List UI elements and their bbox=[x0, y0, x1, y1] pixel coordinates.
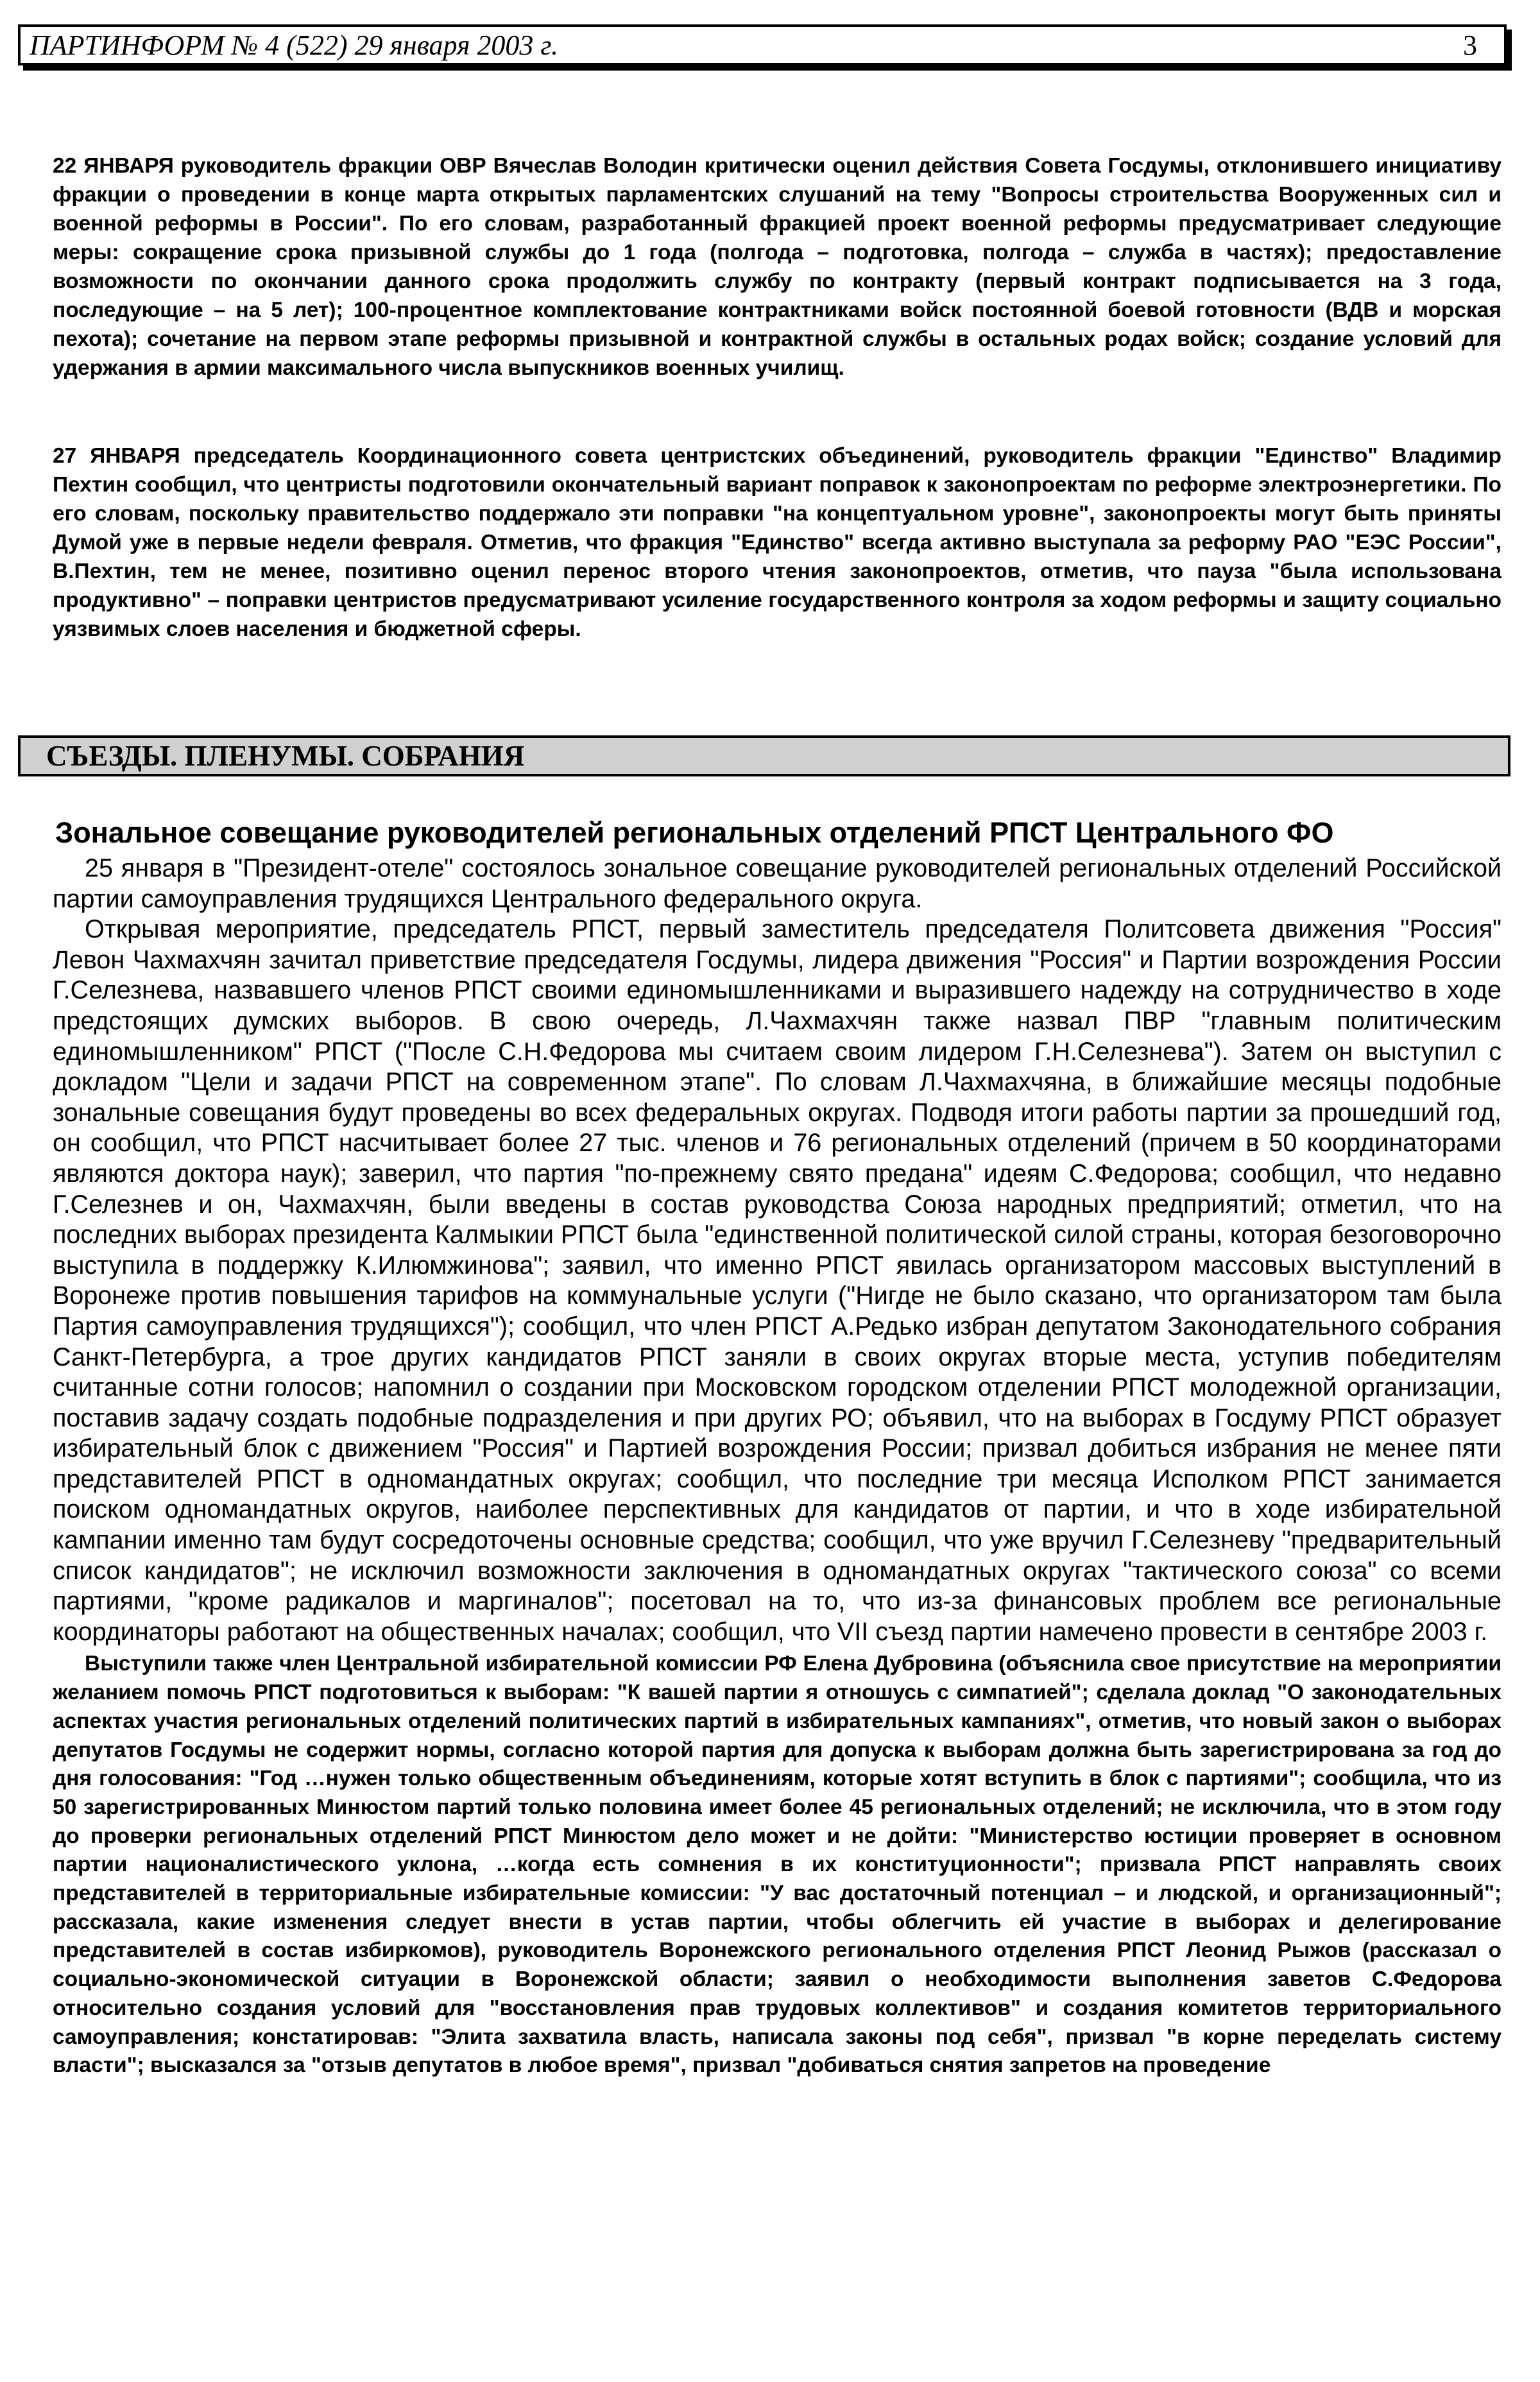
article-body bbox=[53, 853, 1502, 2080]
article-lead: 25 января в "Президент-отеле" состоялось зональное совещание руководителей региональных отделений Российской партии самоуправления трудящихся Центрального федерального округа. bbox=[53, 854, 1502, 913]
publication-title: ПАРТИНФОРМ № 4 (522) 29 января 2003 г. bbox=[30, 29, 559, 61]
news-item-jan-27: 27 ЯНВАРЯ председатель Координационного совета центристских объединений, руководитель фракции "Единство" Владимир Пехтин сообщил, что центристы подготовили окончательный вариант поправок к законопроектам по реформе электроэнергетики. По его словам, поскольку правительство поддержало эти поправки "на концептуальном уровне", законопроекты могут быть приняты Думой уже в первые недели февраля. Отметив, что фракция "Единство" всегда активно выступала за реформу РАО "ЕЭС России", В.Пехтин, тем не менее, позитивно оценил перенос второго чтения законопроектов, отметив, что пауза "была использована продуктивно" – поправки центристов предусматривают усиление государственного контроля за ходом реформы и защиту социально уязвимых слоев населения и бюджетной сферы. bbox=[53, 444, 1502, 641]
article-paragraph: Открывая мероприятие, председатель РПСТ, первый заместитель председателя Политсовета движения "Россия" Левон Чахмахчян зачитал приветствие председателя Госдумы, лидера движения "Россия" и Партии возрождения России Г.Селезнева, назвавшего членов РПСТ своими единомышленниками и выразившего надежду на сотрудничество в ходе предстоящих думских выборов. В свою очередь, Л.Чахмахчян также назвал ПВР "главным политическим единомышленником" РПСТ ("После С.Н.Федорова мы считаем своим лидером Г.Н.Селезнева"). Затем он выступил с докладом "Цели и задачи РПСТ на современном этапе". По словам Л.Чахмахчяна, в ближайшие месяцы подобные зональные совещания будут проведены во всех федеральных округах. Подводя итоги работы партии за прошедший год, он сообщил, что РПСТ насчитывает более 27 тыс. членов и 76 региональных отделений (причем в 50 координаторами являются доктора наук); заверил, что партия "по-прежнему свято предана" идеям С.Федорова; сообщил, что недавно Г.Селезнев и он, Чахмахчян, были введены в состав руководства Союза народных предприятий; отметил, что на последних выборах президента Калмыкии РПСТ была "единственной политической силой страны, которая безоговорочно выступила в поддержку К.Илюмжинова"; заявил, что именно РПСТ явилась организатором массовых выступлений в Воронеже против повышения тарифов на коммунальные услуги ("Нигде не было сказано, что организатором там была Партия самоуправления трудящихся"); сообщил, что член РПСТ А.Редько избран депутатом Законодательного собрания Санкт-Петербурга, а трое других кандидатов РПСТ заняли в своих округах вторые места, уступив победителям считанные сотни голосов; напомнил о создании при Московском городском отделении РПСТ молодежной организации, поставив задачу создать подобные подразделения и при других РО; объявил, что на выборах в Госдуму РПСТ образует избирательный блок с движением "Россия" и Партией возрождения России; призвал добиться избрания не менее пяти представителей РПСТ в одномандатных округах; сообщил, что последние три месяца Исполком РПСТ занимается поиском одномандатных округов, наиболее перспективных для кандидатов от партии, и что в ходе избирательной кампании именно там будут сосредоточены основные средства; сообщил, что уже вручил Г.Селезневу "предварительный список кандидатов"; не исключил возможности заключения в одномандатных округах "тактического союза" со всеми партиями, "кроме радикалов и маргиналов"; посетовал на то, что из-за финансовых проблем все региональные координаторы работают на общественных началах; сообщил, что VII съезд партии намечено провести в сентябре 2003 г. bbox=[53, 915, 1502, 1646]
page-header bbox=[18, 24, 1507, 65]
page-number: 3 bbox=[1463, 29, 1477, 61]
section-heading: СЪЕЗДЫ. ПЛЕНУМЫ. СОБРАНИЯ bbox=[18, 735, 1510, 776]
article-speakers-paragraph: Выступили также член Центральной избирательной комиссии РФ Елена Дубровина (объяснила свое присутствие на мероприятии желанием помочь РПСТ подготовиться к выборам: "К вашей партии я отношусь с симпатией"; сделала доклад "О законодательных аспектах участия региональных отделений политических партий в избирательных кампаниях", отметив, что новый закон о выборах депутатов Госдумы не содержит нормы, согласно которой партия для допуска к выборам должна быть зарегистрирована за год до дня голосования: "Год …нужен только общественным объединениям, которые хотят вступить в блок с партиями"; сообщила, что из 50 зарегистрированных Минюстом партий только половина имеет более 45 региональных отделений; не исключила, что в этом году до проверки региональных отделений РПСТ Минюстом дело может и не дойти: "Министерство юстиции проверяет в основном партии националистического уклона, …когда есть сомнения в их конституционности"; призвала РПСТ направлять своих представителей в территориальные избирательные комиссии: "У вас достаточный потенциал – и людской, и организационный"; рассказала, какие изменения следует внести в устав партии, чтобы облегчить ей участие в выборах и делегирование представителей в состав избиркомов), руководитель Воронежского регионального отделения РПСТ Леонид Рыжов (рассказал о социально-экономической ситуации в Воронежской области; заявил о необходимости выполнения заветов С.Федорова относительно создания условий для "восстановления прав трудовых коллективов" и создания комитетов территориального самоуправления; констатировав: "Элита захватила власть, написала законы под себя", призвал "в корне переделать систему власти"; высказался за "отзыв депутатов в любое время", призвал "добиваться снятия запретов на проведение bbox=[53, 1652, 1502, 2078]
article-title: Зональное совещание руководителей региональных отделений РПСТ Центрального ФО bbox=[55, 816, 1334, 849]
news-item-jan-22: 22 ЯНВАРЯ руководитель фракции ОВР Вячеслав Володин критически оценил действия Совета Госдумы, отклонившего инициативу фракции о проведении в конце марта открытых парламентских слушаний на тему "Вопросы строительства Вооруженных сил и военной реформы в России". По его словам, разработанный фракцией проект военной реформы предусматривает следующие меры: сокращение срока призывной службы до 1 года (полгода – подготовка, полгода – служба в частях); предоставление возможности по окончании данного срока продолжить службу по контракту (первый контракт подписывается на 3 года, последующие – на 5 лет); 100-процентное комплектование контрактниками войск постоянной боевой готовности (ВДВ и морская пехота); сочетание на первом этапе реформы призывной и контрактной службы в остальных родах войск; создание условий для удержания в армии максимального числа выпускников военных училищ. bbox=[53, 154, 1502, 380]
